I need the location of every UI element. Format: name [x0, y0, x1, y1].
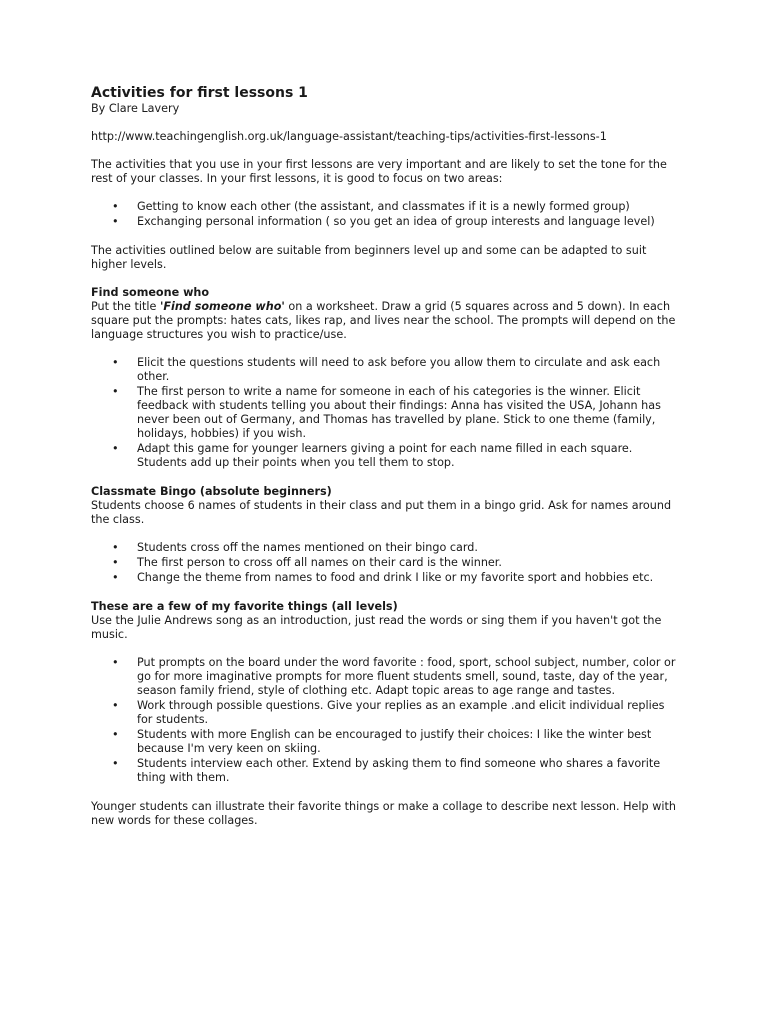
list-item	[91, 442, 676, 470]
section-body-find-someone-who	[91, 300, 676, 342]
bullet-icon: •	[112, 442, 119, 455]
document-title: Activities for first lessons 1	[91, 85, 308, 101]
list-item	[91, 556, 676, 570]
bullet-icon: •	[112, 656, 119, 669]
bullet-icon: •	[112, 541, 119, 554]
bullet-icon: •	[112, 699, 119, 712]
list-item-text: The first person to write a name for someone in each of his categories is the winner. Elicit feedback with students telling you about their findings: Anna has visited the USA, Johann has never been out of Germany, and Thomas has travelled by plane. Stick to one theme (family, holidays, hobbies) if you wish.	[137, 385, 661, 440]
bullet-icon: •	[112, 200, 119, 213]
list-item	[91, 699, 676, 727]
list-item-text: Change the theme from names to food and drink I like or my favorite sport and hobbies etc.	[137, 571, 654, 584]
bullet-icon: •	[112, 571, 119, 584]
list-item	[91, 656, 676, 698]
list-item-text: Elicit the questions students will need to ask before you allow them to circulate and ask each other.	[137, 356, 661, 383]
bullet-icon: •	[112, 728, 119, 741]
list-item-text: Getting to know each other (the assistant, and classmates if it is a newly formed group)	[137, 200, 630, 213]
section-heading-classmate-bingo: Classmate Bingo (absolute beginners)	[91, 485, 332, 498]
list-item	[91, 571, 676, 585]
list-item-text: Adapt this game for younger learners giving a point for each name filled in each square. Students add up their points when you tell them to stop.	[137, 442, 633, 469]
outline-paragraph: The activities outlined below are suitable from beginners level up and some can be adapted to suit higher levels.	[91, 244, 647, 271]
list-item	[91, 356, 676, 384]
list-item	[91, 728, 676, 756]
bullet-icon: •	[112, 356, 119, 369]
author-line: By Clare Lavery	[91, 102, 180, 115]
section-body-post: on a worksheet. Draw a grid (5 squares across and 5 down). In each square put the prompts: hates cats, likes rap, and lives near the school. The prompts will depend on the language structures you wish to practice/use.	[91, 300, 676, 341]
bullet-icon: •	[112, 385, 119, 398]
intro-paragraph: The activities that you use in your first lessons are very important and are likely to set the tone for the rest of your classes. In your first lessons, it is good to focus on two areas:	[91, 158, 667, 185]
list-item-text: Work through possible questions. Give your replies as an example .and elicit individual replies for students.	[137, 699, 665, 726]
list-item-text: Students with more English can be encouraged to justify their choices: I like the winter best because I'm very keen on skiing.	[137, 728, 652, 755]
list-item-text: Exchanging personal information ( so you get an idea of group interests and language level)	[137, 215, 655, 228]
classmate-bingo-bullet-list	[91, 541, 676, 585]
bullet-icon: •	[112, 215, 119, 228]
bullet-icon: •	[112, 556, 119, 569]
list-item	[91, 541, 676, 555]
bullet-icon: •	[112, 757, 119, 770]
closing-paragraph: Younger students can illustrate their favorite things or make a collage to describe next lesson. Help with new words for these collages.	[91, 800, 676, 827]
favorite-things-bullet-list	[91, 656, 676, 785]
list-item	[91, 200, 676, 214]
list-item	[91, 215, 676, 229]
list-item-text: Put prompts on the board under the word favorite : food, sport, school subject, number, color or go for more imaginative prompts for more fluent students smell, sound, taste, day of the year, season family friend, style of clothing etc. Adapt topic areas to age range and tastes.	[137, 656, 676, 697]
section-body-emphasis: 'Find someone who'	[159, 300, 285, 313]
section-body-classmate-bingo: Students choose 6 names of students in their class and put them in a bingo grid. Ask for names around the class.	[91, 499, 672, 526]
find-someone-who-bullet-list	[91, 356, 676, 470]
source-url: http://www.teachingenglish.org.uk/language-assistant/teaching-tips/activities-first-lessons-1	[91, 130, 607, 143]
list-item-text: Students interview each other. Extend by asking them to find someone who shares a favorite thing with them.	[137, 757, 661, 784]
list-item-text: The first person to cross off all names on their card is the winner.	[137, 556, 502, 569]
list-item	[91, 385, 676, 441]
list-item-text: Students cross off the names mentioned on their bingo card.	[137, 541, 478, 554]
section-body-pre: Put the title	[91, 300, 160, 313]
section-heading-favorite-things: These are a few of my favorite things (all levels)	[91, 600, 398, 613]
intro-bullet-list	[91, 200, 676, 229]
section-heading-find-someone-who: Find someone who	[91, 286, 210, 299]
section-body-favorite-things: Use the Julie Andrews song as an introduction, just read the words or sing them if you haven't got the music.	[91, 614, 662, 641]
list-item	[91, 757, 676, 785]
